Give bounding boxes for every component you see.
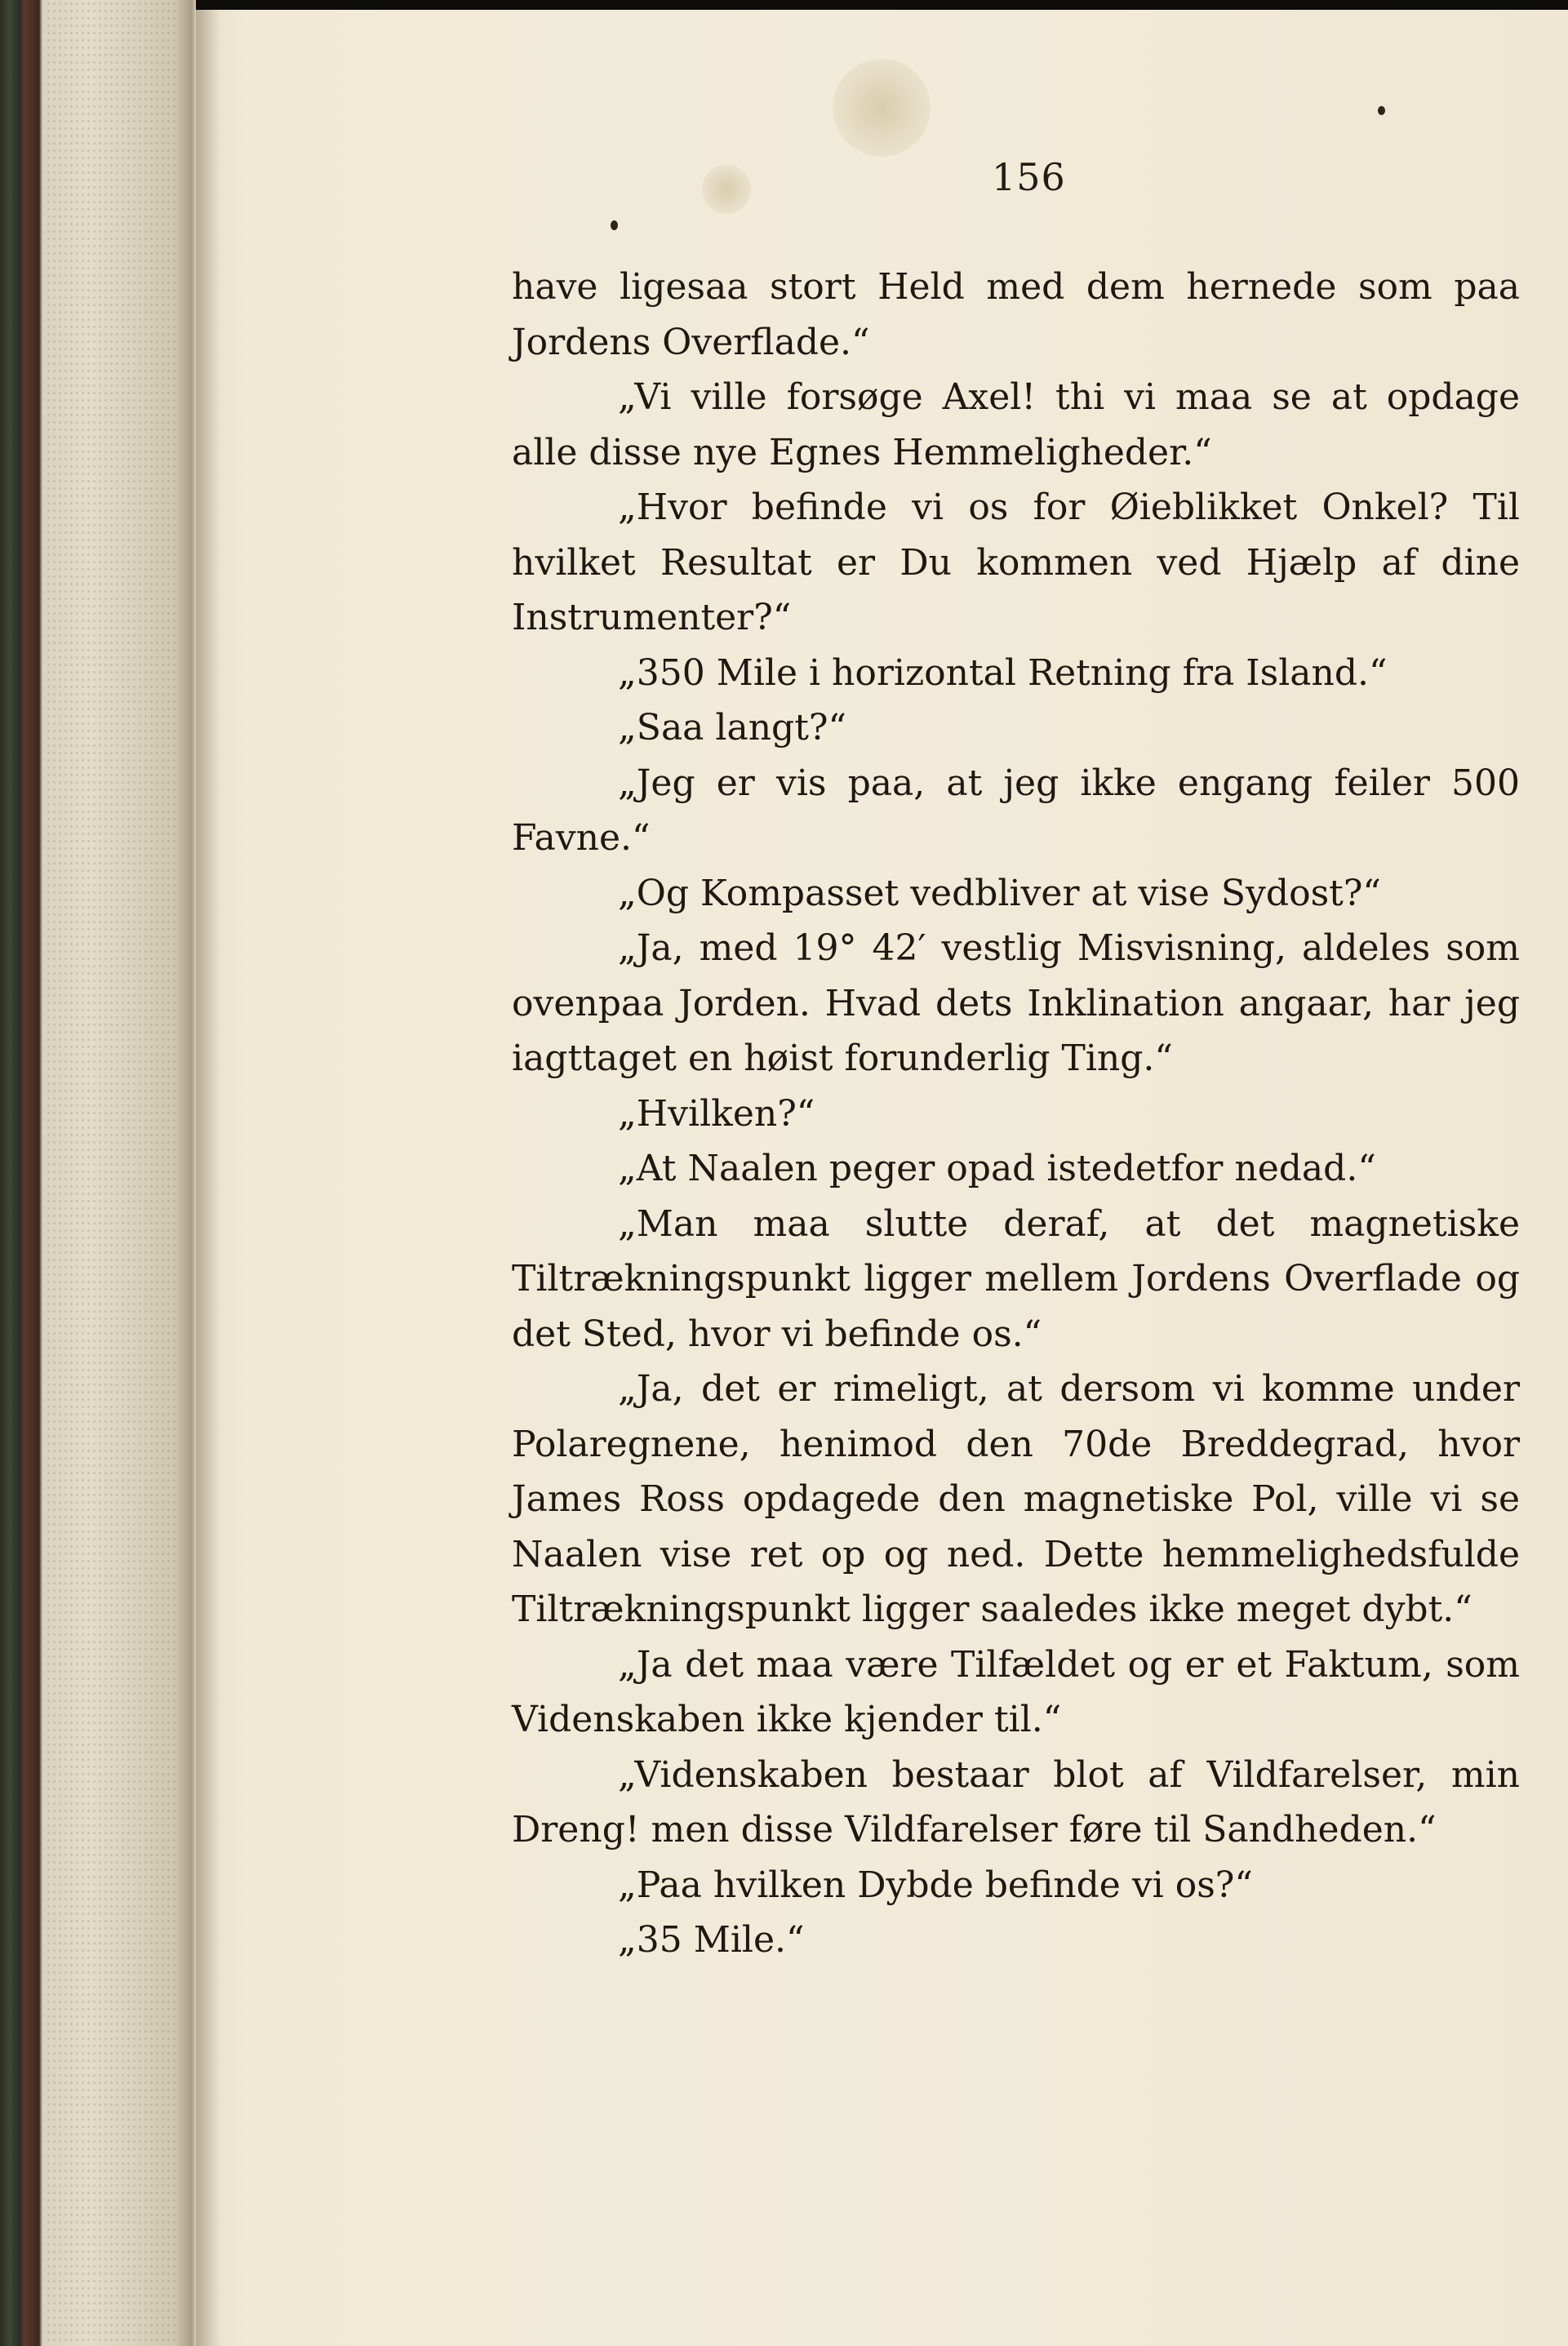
paragraph: „Ja, det er rimeligt, at dersom vi komme under Polaregnene, henimod den 70de Breddegrad, hvor James Ross opdagede den magnetiske Pol, ville vi se Naalen vise ret op og ned. Dette hemmelighedsfulde Tiltrækningspunkt ligger saaledes ikke meget dybt.“: [512, 1368, 1520, 1630]
paragraph: „Saa langt?“: [618, 707, 846, 749]
paragraph: „Og Kompasset vedbliver at vise Sydost?“: [618, 872, 1381, 914]
paragraph: „Ja, med 19° 42′ vestlig Misvisning, aldeles som ovenpaa Jorden. Hvad dets Inklination angaar, har jeg iagttaget en høist forunderlig Ting.“: [512, 927, 1520, 1079]
paragraph: „Ja det maa være Tilfældet og er et Faktum, som Videnskaben ikke kjender til.“: [512, 1643, 1520, 1740]
paragraph: „Vi ville forsøge Axel! thi vi maa se at opdage alle disse nye Egnes Hemmeligheder.“: [512, 376, 1520, 473]
paper-stain: [833, 59, 931, 157]
page-block-texture: [46, 0, 176, 2346]
ink-speck: [1378, 106, 1385, 115]
paragraph: have ligesaa stort Held med dem hernede som paa Jordens Overflade.“: [512, 266, 1520, 363]
paragraph: „Videnskaben bestaar blot af Vildfarelser, min Dreng! men disse Vildfarelser føre til Sandheden.“: [512, 1753, 1520, 1851]
paragraph: „350 Mile i horizontal Retning fra Island.“: [618, 651, 1388, 694]
paragraph: „Paa hvilken Dybde befinde vi os?“: [618, 1864, 1253, 1906]
book-spine-edge: [0, 0, 196, 2346]
page-number: 156: [992, 155, 1066, 199]
paragraph: „Jeg er vis paa, at jeg ikke engang feiler 500 Favne.“: [512, 762, 1520, 859]
page-fold-shadow: [196, 10, 220, 2346]
paragraph: „Hvilken?“: [618, 1092, 815, 1135]
paragraph: „At Naalen peger opad istedetfor nedad.“: [618, 1148, 1376, 1189]
paper-stain: [702, 165, 751, 214]
page-body-text: [512, 260, 1520, 1968]
ink-speck: [611, 220, 618, 230]
paragraph: „Hvor befinde vi os for Øieblikket Onkel? Til hvilket Resultat er Du kommen ved Hjælp af dine Instrumenter?“: [512, 487, 1520, 638]
paragraph: „35 Mile.“: [618, 1919, 805, 1961]
paragraph: „Man maa slutte deraf, at det magnetiske Tiltrækningspunkt ligger mellem Jordens Overflade og det Sted, hvor vi befinde os.“: [512, 1202, 1520, 1355]
